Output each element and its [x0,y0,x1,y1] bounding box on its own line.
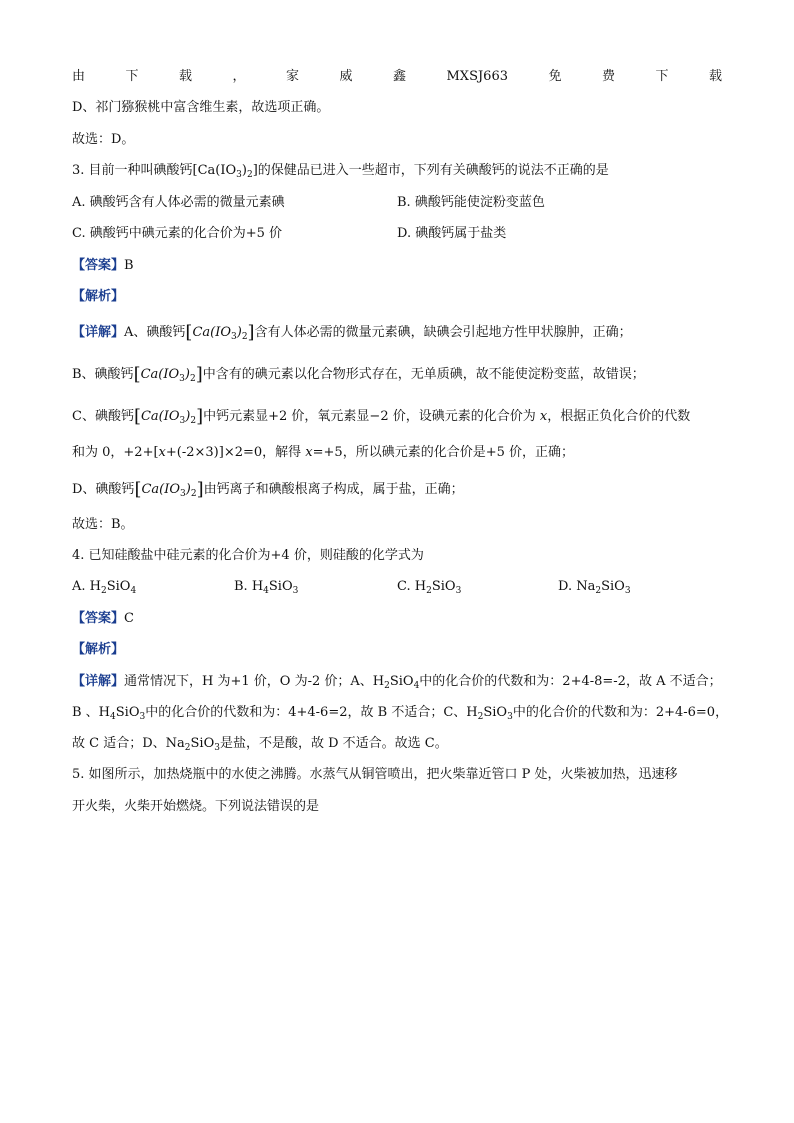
text: D、碘酸钙 [72,482,135,497]
subscript: 2 [189,374,196,384]
subscript: 2 [241,332,248,342]
formula: Ca(IO [192,325,231,340]
q4-stem: 4. 已知硅酸盐中硅元素的化合价为+4 价，则硅酸的化学式为 [72,548,424,563]
q3-detail-a [72,324,632,342]
q3-stem-part: ]的保健品已进入一些超市，下列有关碘酸钙的说法不正确的是 [252,163,609,178]
notice-char: 免 [548,69,562,84]
text: SiO [431,579,456,594]
notice-char: 由 [72,69,86,84]
answer-label: 【答案】 [72,258,125,273]
notice-char: 鑫 [393,69,407,84]
text: 中的化合价的代数和为：2+4-6=0， [512,705,729,720]
q3-answer [72,259,134,272]
q3-option-a: A. 碘酸钙含有人体必需的微量元素碘 [72,195,285,210]
variable-x: x [539,409,548,424]
q4-option-d [558,579,631,596]
text: A、碘酸钙 [124,325,186,340]
subscript: 4 [413,681,420,691]
subscript: 3 [139,712,146,722]
bracket-open: [ [133,406,141,427]
text: B、碘酸钙 [72,367,134,382]
subscript: 3 [180,489,186,499]
q3-option-d: D. 碘酸钙属于盐类 [397,226,507,241]
q3-detail-c [72,408,690,426]
subscript: 2 [190,489,197,499]
q4-option-a [72,579,137,596]
text: C、碘酸钙 [72,409,134,424]
text: A. H [72,579,101,594]
subscript: 3 [507,712,513,722]
notice-code: MXSJ663 [446,69,508,84]
q3-option-c: C. 碘酸钙中碘元素的化合价为+5 价 [72,226,283,241]
text: SiO [268,579,293,594]
notice-char: 下 [125,69,139,84]
text: 中的化合价的代数和为：4+4-6=2，故 B 不适合；C、H [145,705,478,720]
subscript: 2 [101,586,107,596]
q3-final: 故选：B。 [72,517,134,532]
subscript: 3 [179,374,185,384]
subscript: 2 [477,712,484,722]
subscript: 3 [624,586,631,596]
formula: Ca(IO [140,409,180,424]
text: 含有人体必需的微量元素碘，缺碘会引起地方性甲状腺肿，正确； [254,325,632,340]
text: D. Na [558,579,596,594]
subscript: 3 [179,416,186,426]
text: 是盐，不是酸，故 D 不适合。故选 C。 [219,736,448,751]
formula-close: ) [236,325,242,340]
text: 通常情况下，H 为+1 价，O 为-2 价；A、H [124,674,385,689]
answer-value: B [124,258,134,273]
formula-close: ) [185,482,191,497]
text: B 、H [72,705,111,720]
q3-detail-d [72,481,464,499]
notice-char: 威 [339,69,353,84]
text: 中钙元素显+2 价，氧元素显−2 价，设碘元素的化合价为 [203,409,540,424]
prev-option-d: D、祁门猕猴桃中富含维生素，故选项正确。 [72,100,330,115]
notice-char: 载 [179,69,193,84]
text: SiO [601,579,625,594]
bracket-open: [ [134,479,142,500]
q4-detail-1 [72,674,722,691]
download-notice [72,70,722,83]
subscript: 3 [231,332,237,342]
text: SiO [106,579,131,594]
bracket-close: ] [196,406,204,427]
text: ，根据正负化合价的代数 [547,409,691,424]
formula-close: ) [184,367,190,382]
text: SiO [190,736,215,751]
text: B. H [234,579,264,594]
variable-x: x [158,445,166,460]
formula: Ca(IO [141,482,181,497]
bracket-close: ] [196,479,204,500]
subscript: 4 [110,712,116,722]
variable-x: x [305,445,313,460]
bracket-close: ] [247,322,255,343]
notice-char: 费 [601,69,615,84]
answer-value: C [124,611,134,626]
subscript: 2 [595,586,602,596]
q4-option-b [234,579,299,596]
bracket-close: ] [195,364,203,385]
subscript: 2 [184,743,191,753]
text: SiO [389,674,414,689]
subscript: 3 [236,170,242,180]
bracket-open: [ [133,364,141,385]
text: 和为 0，+2+[ [72,445,159,460]
formula: Ca(IO [140,367,180,382]
detail-label: 【详解】 [72,325,125,340]
prev-answer: 故选：D。 [72,132,135,147]
text: 由钙离子和碘酸根离子构成，属于盐，正确； [203,482,464,497]
q4-option-c [397,579,462,596]
text: 中的化合价的代数和为：2+4-8=-2，故 A 不适合； [419,674,722,689]
q3-stem-part: 3. 目前一种叫碘酸钙[Ca(IO [72,163,237,178]
text: C. H [397,579,427,594]
notice-char: 家 [286,69,300,84]
q3-stem-part: ) [241,163,247,178]
subscript: 3 [214,743,220,753]
subscript: 2 [426,586,432,596]
q3-detail-b [72,366,645,384]
notice-char: 载 [708,69,722,84]
q5-stem-1: 5. 如图所示，加热烧瓶中的水使之沸腾。水蒸气从铜管喷出，把火柴靠近管口 P 处，火柴被加热，迅速移 [72,767,678,782]
q4-detail-3 [72,736,448,753]
q5-stem-2: 开火柴，火柴开始燃烧。下列说法错误的是 [72,799,320,814]
formula-close: ) [185,409,191,424]
bracket-open: [ [185,322,193,343]
q4-analysis-label: 【解析】 [72,642,125,657]
subscript: 3 [292,586,299,596]
subscript: 4 [130,586,137,596]
text: 中含有的碘元素以化合物形式存在，无单质碘，故不能使淀粉变蓝，故错误； [202,367,645,382]
subscript: 2 [384,681,390,691]
q4-detail-2 [72,705,729,722]
notice-char: 下 [655,69,669,84]
text: SiO [115,705,140,720]
subscript: 2 [190,416,197,426]
answer-label: 【答案】 [72,611,125,626]
q3-stem [72,163,609,180]
subscript: 3 [455,586,462,596]
text: +(-2×3)]×2=0，解得 [165,445,306,460]
q3-analysis-label: 【解析】 [72,289,125,304]
subscript: 2 [246,170,253,180]
q3-option-b: B. 碘酸钙能使淀粉变蓝色 [397,195,545,210]
text: SiO [483,705,508,720]
detail-label: 【详解】 [72,674,125,689]
text: =+5，所以碘元素的化合价是+5 价，正确； [312,445,574,460]
notice-char: ， [232,69,246,84]
subscript: 4 [263,586,269,596]
q4-answer [72,612,134,625]
q3-detail-c-cont [72,446,574,459]
text: 故 C 适合；D、Na [72,736,185,751]
